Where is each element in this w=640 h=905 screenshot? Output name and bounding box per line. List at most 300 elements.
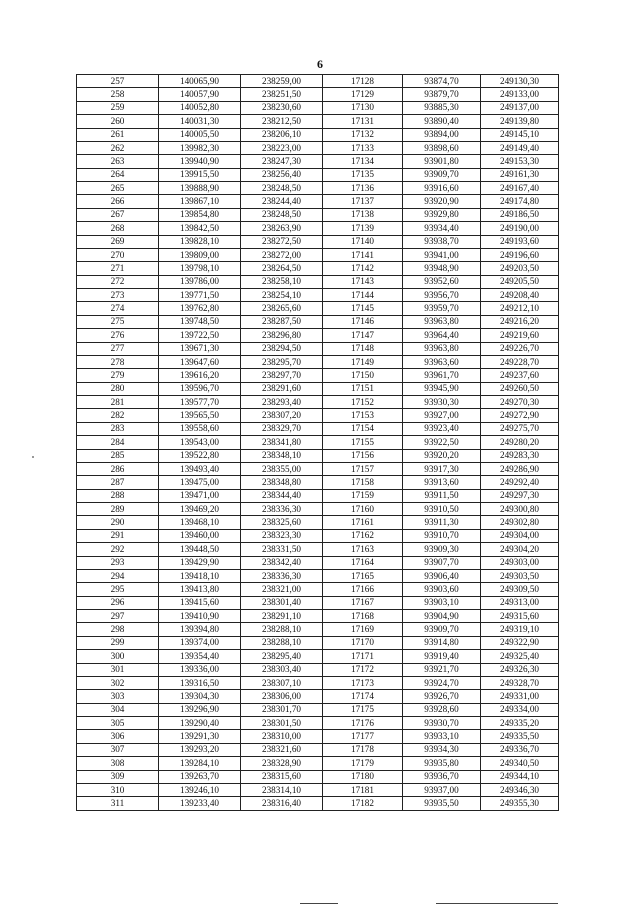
x-coordinate-b-cell: 93924,70 [403, 676, 481, 689]
table-row [77, 436, 559, 449]
x-coordinate-a-cell: 139854,80 [159, 208, 241, 221]
y-coordinate-b-cell: 249322,90 [481, 636, 559, 649]
x-coordinate-a-cell: 139982,30 [159, 141, 241, 154]
x-coordinate-b-cell: 93920,90 [403, 195, 481, 208]
table-row [77, 623, 559, 636]
point-number-a-cell: 297 [77, 610, 159, 623]
y-coordinate-b-cell: 249325,40 [481, 650, 559, 663]
y-coordinate-b-cell: 249272,90 [481, 409, 559, 422]
table-row [77, 556, 559, 569]
y-coordinate-b-cell: 249344,10 [481, 770, 559, 783]
y-coordinate-b-cell: 249130,30 [481, 75, 559, 88]
y-coordinate-a-cell: 238323,30 [241, 529, 323, 542]
y-coordinate-a-cell: 238329,70 [241, 422, 323, 435]
point-number-b-cell: 17148 [323, 342, 403, 355]
y-coordinate-a-cell: 238331,50 [241, 543, 323, 556]
y-coordinate-a-cell: 238321,00 [241, 583, 323, 596]
x-coordinate-a-cell: 139413,80 [159, 583, 241, 596]
y-coordinate-a-cell: 238325,60 [241, 516, 323, 529]
point-number-b-cell: 17150 [323, 369, 403, 382]
point-number-b-cell: 17169 [323, 623, 403, 636]
table-row [77, 369, 559, 382]
point-number-a-cell: 280 [77, 382, 159, 395]
table-row [77, 168, 559, 181]
x-coordinate-b-cell: 93929,80 [403, 208, 481, 221]
table-row [77, 155, 559, 168]
point-number-a-cell: 261 [77, 128, 159, 141]
x-coordinate-a-cell: 139647,60 [159, 355, 241, 368]
y-coordinate-b-cell: 249334,00 [481, 703, 559, 716]
table-row [77, 235, 559, 248]
point-number-b-cell: 17144 [323, 289, 403, 302]
point-number-a-cell: 284 [77, 436, 159, 449]
y-coordinate-a-cell: 238348,10 [241, 449, 323, 462]
x-coordinate-a-cell: 139616,20 [159, 369, 241, 382]
coordinates-table [76, 74, 559, 811]
x-coordinate-b-cell: 93937,00 [403, 783, 481, 796]
point-number-b-cell: 17177 [323, 730, 403, 743]
point-number-a-cell: 264 [77, 168, 159, 181]
y-coordinate-a-cell: 238301,70 [241, 703, 323, 716]
x-coordinate-b-cell: 93879,70 [403, 88, 481, 101]
point-number-b-cell: 17156 [323, 449, 403, 462]
x-coordinate-a-cell: 139296,90 [159, 703, 241, 716]
y-coordinate-a-cell: 238230,60 [241, 101, 323, 114]
y-coordinate-b-cell: 249237,60 [481, 369, 559, 382]
y-coordinate-a-cell: 238212,50 [241, 115, 323, 128]
point-number-a-cell: 303 [77, 690, 159, 703]
table-row [77, 115, 559, 128]
point-number-b-cell: 17132 [323, 128, 403, 141]
point-number-a-cell: 296 [77, 596, 159, 609]
point-number-b-cell: 17160 [323, 503, 403, 516]
y-coordinate-b-cell: 249280,20 [481, 436, 559, 449]
point-number-a-cell: 295 [77, 583, 159, 596]
y-coordinate-b-cell: 249303,50 [481, 569, 559, 582]
x-coordinate-a-cell: 140031,30 [159, 115, 241, 128]
point-number-b-cell: 17179 [323, 757, 403, 770]
point-number-a-cell: 276 [77, 329, 159, 342]
table-row [77, 101, 559, 114]
x-coordinate-a-cell: 139577,70 [159, 396, 241, 409]
x-coordinate-a-cell: 139233,40 [159, 797, 241, 810]
point-number-b-cell: 17154 [323, 422, 403, 435]
point-number-b-cell: 17133 [323, 141, 403, 154]
x-coordinate-a-cell: 139565,50 [159, 409, 241, 422]
y-coordinate-b-cell: 249302,80 [481, 516, 559, 529]
point-number-a-cell: 281 [77, 396, 159, 409]
x-coordinate-a-cell: 139828,10 [159, 235, 241, 248]
y-coordinate-a-cell: 238272,00 [241, 248, 323, 261]
y-coordinate-b-cell: 249137,00 [481, 101, 559, 114]
y-coordinate-a-cell: 238264,50 [241, 262, 323, 275]
point-number-b-cell: 17141 [323, 248, 403, 261]
x-coordinate-a-cell: 139722,50 [159, 329, 241, 342]
y-coordinate-b-cell: 249292,40 [481, 476, 559, 489]
x-coordinate-b-cell: 93894,00 [403, 128, 481, 141]
point-number-b-cell: 17175 [323, 703, 403, 716]
x-coordinate-a-cell: 139471,00 [159, 489, 241, 502]
point-number-a-cell: 293 [77, 556, 159, 569]
y-coordinate-a-cell: 238315,60 [241, 770, 323, 783]
y-coordinate-b-cell: 249355,30 [481, 797, 559, 810]
point-number-a-cell: 272 [77, 275, 159, 288]
table-row [77, 182, 559, 195]
y-coordinate-b-cell: 249335,50 [481, 730, 559, 743]
table-row [77, 396, 559, 409]
x-coordinate-a-cell: 139415,60 [159, 596, 241, 609]
point-number-b-cell: 17174 [323, 690, 403, 703]
x-coordinate-a-cell: 139867,10 [159, 195, 241, 208]
table-row [77, 797, 559, 810]
table-row [77, 355, 559, 368]
table-row [77, 663, 559, 676]
x-coordinate-a-cell: 139394,80 [159, 623, 241, 636]
x-coordinate-b-cell: 93911,50 [403, 489, 481, 502]
table-row [77, 596, 559, 609]
table-row [77, 382, 559, 395]
point-number-a-cell: 275 [77, 315, 159, 328]
x-coordinate-b-cell: 93956,70 [403, 289, 481, 302]
point-number-b-cell: 17170 [323, 636, 403, 649]
x-coordinate-b-cell: 93959,70 [403, 302, 481, 315]
x-coordinate-b-cell: 93934,30 [403, 743, 481, 756]
point-number-a-cell: 310 [77, 783, 159, 796]
table-row [77, 449, 559, 462]
point-number-b-cell: 17139 [323, 222, 403, 235]
x-coordinate-b-cell: 93948,90 [403, 262, 481, 275]
x-coordinate-b-cell: 93930,30 [403, 396, 481, 409]
point-number-b-cell: 17181 [323, 783, 403, 796]
y-coordinate-b-cell: 249167,40 [481, 182, 559, 195]
x-coordinate-b-cell: 93904,90 [403, 610, 481, 623]
table-row [77, 462, 559, 475]
x-coordinate-a-cell: 139786,00 [159, 275, 241, 288]
point-number-b-cell: 17157 [323, 462, 403, 475]
y-coordinate-a-cell: 238254,10 [241, 289, 323, 302]
x-coordinate-b-cell: 93874,70 [403, 75, 481, 88]
point-number-b-cell: 17151 [323, 382, 403, 395]
x-coordinate-b-cell: 93934,40 [403, 222, 481, 235]
y-coordinate-a-cell: 238355,00 [241, 462, 323, 475]
x-coordinate-a-cell: 139429,90 [159, 556, 241, 569]
y-coordinate-a-cell: 238223,00 [241, 141, 323, 154]
table-row [77, 342, 559, 355]
x-coordinate-b-cell: 93906,40 [403, 569, 481, 582]
x-coordinate-a-cell: 139284,10 [159, 757, 241, 770]
x-coordinate-b-cell: 93920,20 [403, 449, 481, 462]
y-coordinate-a-cell: 238244,40 [241, 195, 323, 208]
y-coordinate-a-cell: 238206,10 [241, 128, 323, 141]
point-number-b-cell: 17145 [323, 302, 403, 315]
point-number-a-cell: 279 [77, 369, 159, 382]
point-number-b-cell: 17130 [323, 101, 403, 114]
x-coordinate-b-cell: 93909,70 [403, 168, 481, 181]
point-number-b-cell: 17136 [323, 182, 403, 195]
point-number-a-cell: 299 [77, 636, 159, 649]
y-coordinate-a-cell: 238265,60 [241, 302, 323, 315]
y-coordinate-a-cell: 238307,10 [241, 676, 323, 689]
table-row [77, 676, 559, 689]
footer-rule-left [300, 903, 338, 904]
x-coordinate-a-cell: 139246,10 [159, 783, 241, 796]
point-number-a-cell: 283 [77, 422, 159, 435]
point-number-a-cell: 290 [77, 516, 159, 529]
point-number-a-cell: 288 [77, 489, 159, 502]
y-coordinate-a-cell: 238259,00 [241, 75, 323, 88]
point-number-b-cell: 17173 [323, 676, 403, 689]
point-number-b-cell: 17163 [323, 543, 403, 556]
table-row [77, 302, 559, 315]
point-number-b-cell: 17159 [323, 489, 403, 502]
x-coordinate-b-cell: 93963,60 [403, 355, 481, 368]
y-coordinate-b-cell: 249336,70 [481, 743, 559, 756]
y-coordinate-b-cell: 249319,10 [481, 623, 559, 636]
y-coordinate-a-cell: 238248,50 [241, 182, 323, 195]
x-coordinate-b-cell: 93938,70 [403, 235, 481, 248]
point-number-b-cell: 17137 [323, 195, 403, 208]
table-row [77, 529, 559, 542]
point-number-a-cell: 268 [77, 222, 159, 235]
x-coordinate-b-cell: 93909,70 [403, 623, 481, 636]
point-number-b-cell: 17140 [323, 235, 403, 248]
point-number-a-cell: 304 [77, 703, 159, 716]
y-coordinate-b-cell: 249297,30 [481, 489, 559, 502]
y-coordinate-b-cell: 249212,10 [481, 302, 559, 315]
y-coordinate-b-cell: 249270,30 [481, 396, 559, 409]
point-number-b-cell: 17142 [323, 262, 403, 275]
x-coordinate-b-cell: 93885,30 [403, 101, 481, 114]
y-coordinate-b-cell: 249203,50 [481, 262, 559, 275]
point-number-a-cell: 274 [77, 302, 159, 315]
table-row [77, 569, 559, 582]
x-coordinate-b-cell: 93916,60 [403, 182, 481, 195]
point-number-b-cell: 17149 [323, 355, 403, 368]
point-number-b-cell: 17172 [323, 663, 403, 676]
y-coordinate-a-cell: 238344,40 [241, 489, 323, 502]
y-coordinate-a-cell: 238291,60 [241, 382, 323, 395]
point-number-a-cell: 277 [77, 342, 159, 355]
table-row [77, 583, 559, 596]
x-coordinate-b-cell: 93917,30 [403, 462, 481, 475]
x-coordinate-a-cell: 139940,90 [159, 155, 241, 168]
x-coordinate-a-cell: 139671,30 [159, 342, 241, 355]
table-row [77, 262, 559, 275]
x-coordinate-b-cell: 93923,40 [403, 422, 481, 435]
point-number-a-cell: 308 [77, 757, 159, 770]
point-number-b-cell: 17164 [323, 556, 403, 569]
point-number-b-cell: 17168 [323, 610, 403, 623]
y-coordinate-a-cell: 238328,90 [241, 757, 323, 770]
y-coordinate-a-cell: 238296,80 [241, 329, 323, 342]
y-coordinate-a-cell: 238294,50 [241, 342, 323, 355]
point-number-a-cell: 269 [77, 235, 159, 248]
point-number-b-cell: 17131 [323, 115, 403, 128]
x-coordinate-a-cell: 139842,50 [159, 222, 241, 235]
y-coordinate-b-cell: 249133,00 [481, 88, 559, 101]
y-coordinate-b-cell: 249149,40 [481, 141, 559, 154]
x-coordinate-b-cell: 93930,70 [403, 717, 481, 730]
table-row [77, 88, 559, 101]
x-coordinate-b-cell: 93941,00 [403, 248, 481, 261]
y-coordinate-b-cell: 249309,50 [481, 583, 559, 596]
y-coordinate-b-cell: 249174,80 [481, 195, 559, 208]
point-number-b-cell: 17180 [323, 770, 403, 783]
y-coordinate-b-cell: 249208,40 [481, 289, 559, 302]
point-number-b-cell: 17135 [323, 168, 403, 181]
table-row [77, 503, 559, 516]
point-number-b-cell: 17152 [323, 396, 403, 409]
y-coordinate-b-cell: 249328,70 [481, 676, 559, 689]
point-number-b-cell: 17143 [323, 275, 403, 288]
table-row [77, 650, 559, 663]
x-coordinate-a-cell: 139290,40 [159, 717, 241, 730]
x-coordinate-a-cell: 140065,90 [159, 75, 241, 88]
x-coordinate-a-cell: 139771,50 [159, 289, 241, 302]
point-number-b-cell: 17155 [323, 436, 403, 449]
y-coordinate-a-cell: 238301,50 [241, 717, 323, 730]
x-coordinate-b-cell: 93911,30 [403, 516, 481, 529]
x-coordinate-a-cell: 140005,50 [159, 128, 241, 141]
x-coordinate-b-cell: 93963,80 [403, 315, 481, 328]
table-row [77, 248, 559, 261]
x-coordinate-a-cell: 139748,50 [159, 315, 241, 328]
point-number-a-cell: 257 [77, 75, 159, 88]
x-coordinate-b-cell: 93890,40 [403, 115, 481, 128]
y-coordinate-a-cell: 238295,70 [241, 355, 323, 368]
y-coordinate-a-cell: 238301,40 [241, 596, 323, 609]
x-coordinate-b-cell: 93910,50 [403, 503, 481, 516]
y-coordinate-b-cell: 249313,00 [481, 596, 559, 609]
y-coordinate-b-cell: 249196,60 [481, 248, 559, 261]
y-coordinate-a-cell: 238316,40 [241, 797, 323, 810]
table-row [77, 703, 559, 716]
y-coordinate-a-cell: 238248,50 [241, 208, 323, 221]
point-number-a-cell: 306 [77, 730, 159, 743]
y-coordinate-a-cell: 238341,80 [241, 436, 323, 449]
point-number-b-cell: 17176 [323, 717, 403, 730]
y-coordinate-a-cell: 238256,40 [241, 168, 323, 181]
y-coordinate-a-cell: 238291,10 [241, 610, 323, 623]
table-row [77, 610, 559, 623]
y-coordinate-b-cell: 249326,30 [481, 663, 559, 676]
x-coordinate-b-cell: 93921,70 [403, 663, 481, 676]
x-coordinate-b-cell: 93909,30 [403, 543, 481, 556]
y-coordinate-b-cell: 249205,50 [481, 275, 559, 288]
point-number-a-cell: 311 [77, 797, 159, 810]
y-coordinate-b-cell: 249186,50 [481, 208, 559, 221]
x-coordinate-b-cell: 93919,40 [403, 650, 481, 663]
point-number-b-cell: 17167 [323, 596, 403, 609]
point-number-a-cell: 300 [77, 650, 159, 663]
x-coordinate-b-cell: 93914,80 [403, 636, 481, 649]
y-coordinate-a-cell: 238295,40 [241, 650, 323, 663]
point-number-a-cell: 258 [77, 88, 159, 101]
x-coordinate-a-cell: 139316,50 [159, 676, 241, 689]
y-coordinate-b-cell: 249153,30 [481, 155, 559, 168]
point-number-b-cell: 17165 [323, 569, 403, 582]
point-number-a-cell: 307 [77, 743, 159, 756]
point-number-a-cell: 309 [77, 770, 159, 783]
y-coordinate-a-cell: 238287,50 [241, 315, 323, 328]
point-number-a-cell: 294 [77, 569, 159, 582]
point-number-a-cell: 259 [77, 101, 159, 114]
x-coordinate-a-cell: 139354,40 [159, 650, 241, 663]
x-coordinate-a-cell: 139558,60 [159, 422, 241, 435]
page-number: 6 [317, 57, 323, 71]
y-coordinate-a-cell: 238288,10 [241, 636, 323, 649]
x-coordinate-a-cell: 139762,80 [159, 302, 241, 315]
x-coordinate-b-cell: 93964,40 [403, 329, 481, 342]
point-number-a-cell: 285 [77, 449, 159, 462]
point-number-b-cell: 17153 [323, 409, 403, 422]
x-coordinate-a-cell: 139469,20 [159, 503, 241, 516]
table-row [77, 636, 559, 649]
table-row [77, 476, 559, 489]
table-row [77, 543, 559, 556]
x-coordinate-a-cell: 139596,70 [159, 382, 241, 395]
margin-mark [32, 456, 34, 458]
x-coordinate-b-cell: 93936,70 [403, 770, 481, 783]
table-row [77, 422, 559, 435]
y-coordinate-b-cell: 249335,20 [481, 717, 559, 730]
x-coordinate-b-cell: 93926,70 [403, 690, 481, 703]
point-number-b-cell: 17162 [323, 529, 403, 542]
x-coordinate-a-cell: 139304,30 [159, 690, 241, 703]
x-coordinate-a-cell: 139915,50 [159, 168, 241, 181]
x-coordinate-a-cell: 139418,10 [159, 569, 241, 582]
point-number-b-cell: 17146 [323, 315, 403, 328]
y-coordinate-b-cell: 249216,20 [481, 315, 559, 328]
x-coordinate-a-cell: 139374,00 [159, 636, 241, 649]
y-coordinate-b-cell: 249219,60 [481, 329, 559, 342]
x-coordinate-b-cell: 93913,60 [403, 476, 481, 489]
x-coordinate-b-cell: 93933,10 [403, 730, 481, 743]
y-coordinate-b-cell: 249304,20 [481, 543, 559, 556]
table-row [77, 516, 559, 529]
y-coordinate-b-cell: 249145,10 [481, 128, 559, 141]
x-coordinate-a-cell: 139460,00 [159, 529, 241, 542]
x-coordinate-b-cell: 93963,80 [403, 342, 481, 355]
y-coordinate-a-cell: 238293,40 [241, 396, 323, 409]
y-coordinate-a-cell: 238336,30 [241, 569, 323, 582]
x-coordinate-b-cell: 93901,80 [403, 155, 481, 168]
table-row [77, 757, 559, 770]
x-coordinate-a-cell: 139888,90 [159, 182, 241, 195]
y-coordinate-a-cell: 238247,30 [241, 155, 323, 168]
y-coordinate-b-cell: 249193,60 [481, 235, 559, 248]
point-number-a-cell: 282 [77, 409, 159, 422]
y-coordinate-a-cell: 238336,30 [241, 503, 323, 516]
x-coordinate-b-cell: 93928,60 [403, 703, 481, 716]
table-row [77, 128, 559, 141]
table-row [77, 75, 559, 88]
table-row [77, 409, 559, 422]
x-coordinate-a-cell: 140057,90 [159, 88, 241, 101]
coordinates-table-body [77, 75, 559, 811]
point-number-a-cell: 263 [77, 155, 159, 168]
table-row [77, 208, 559, 221]
x-coordinate-a-cell: 139798,10 [159, 262, 241, 275]
point-number-a-cell: 278 [77, 355, 159, 368]
table-row [77, 289, 559, 302]
y-coordinate-b-cell: 249315,60 [481, 610, 559, 623]
y-coordinate-b-cell: 249228,70 [481, 355, 559, 368]
table-row [77, 730, 559, 743]
y-coordinate-a-cell: 238310,00 [241, 730, 323, 743]
point-number-b-cell: 17161 [323, 516, 403, 529]
y-coordinate-b-cell: 249260,50 [481, 382, 559, 395]
